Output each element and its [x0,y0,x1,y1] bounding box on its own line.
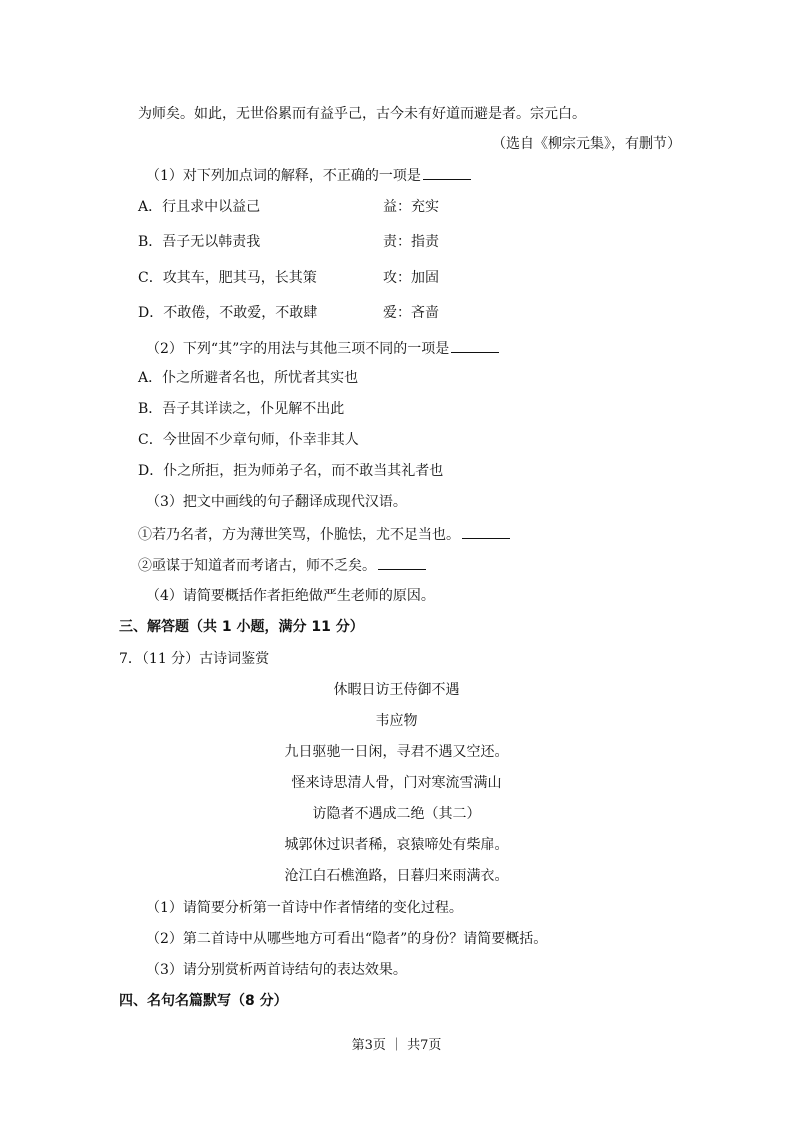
poem2-title: 访隐者不遇成二绝（其二） [312,806,481,822]
q7-header: 7．（11 分）古诗词鉴赏 [119,651,270,667]
page-footer: 第3页 ｜ 共7页 [351,1038,442,1053]
poem1-title: 休暇日访王侍御不遇 [333,682,460,698]
q1-option-c: C．攻其车，肥其马，长其策 [138,270,317,286]
answer-blank[interactable] [462,524,510,539]
poem1-line-1: 九日驱驰一日闲，寻君不遇又空还。 [284,744,509,760]
q2-option-a: A．仆之所避者名也，所忧者其实也 [138,370,359,386]
q1-option-d-gloss: 爱：吝啬 [383,305,439,321]
q7-sub-1: （1）请简要分析第一首诗中作者情绪的变化过程。 [146,900,463,916]
q2-option-c: C．今世固不少章句师，仆幸非其人 [138,432,359,448]
q2-stem: （2）下列“其”字的用法与其他三项不同的一项是 [146,338,499,359]
answer-blank[interactable] [423,165,471,180]
q7-sub-2: （2）第二首诗中从哪些地方可看出“隐者”的身份？请简要概括。 [146,931,548,947]
poem2-line-2: 沧江白石樵渔路，日暮归来雨满衣。 [284,868,509,884]
q1-option-a: A．行且求中以益己 [138,199,261,215]
passage-end: 为师矣。如此，无世俗累而有益乎己，古今未有好道而避是者。宗元白。 [138,106,586,122]
section-3-heading: 三、解答题（共 1 小题，满分 11 分） [119,619,364,635]
q3-item-1: ①若乃名者，方为薄世笑骂，仆脆怯，尤不足当也。 [138,524,510,545]
q7-sub-3: （3）请分别赏析两首诗结句的表达效果。 [146,962,407,978]
q1-option-b: B．吾子无以韩责我 [138,234,261,250]
q1-option-a-gloss: 益：充实 [383,199,439,215]
source-note: （选自《柳宗元集》，有删节） [492,136,681,152]
q1-option-c-gloss: 攻：加固 [383,270,439,286]
poem1-line-2: 怪来诗思清人骨，门对寒流雪满山 [291,775,502,791]
q2-option-b: B．吾子其详读之，仆见解不出此 [138,401,345,417]
section-4-heading: 四、名句名篇默写（8 分） [119,993,288,1009]
q3-stem: （3）把文中画线的句子翻译成现代汉语。 [146,494,407,510]
answer-blank[interactable] [451,338,499,353]
q1-stem: （1）对下列加点词的解释，不正确的一项是 [146,165,471,186]
answer-blank[interactable] [378,555,426,570]
q1-option-b-gloss: 责：指责 [383,234,439,250]
q2-option-d: D．仆之所拒，拒为师弟子名，而不敢当其礼者也 [138,463,444,479]
q4-stem: （4）请简要概括作者拒绝做严生老师的原因。 [146,588,435,604]
q1-option-d: D．不敢倦，不敢爱，不敢肆 [138,305,318,321]
q3-item-2: ②亟谋于知道者而考诸古，师不乏矣。 [138,555,426,576]
poem1-author: 韦应物 [375,713,418,729]
poem2-line-1: 城郭休过识者稀，哀猿啼处有柴扉。 [284,837,509,853]
